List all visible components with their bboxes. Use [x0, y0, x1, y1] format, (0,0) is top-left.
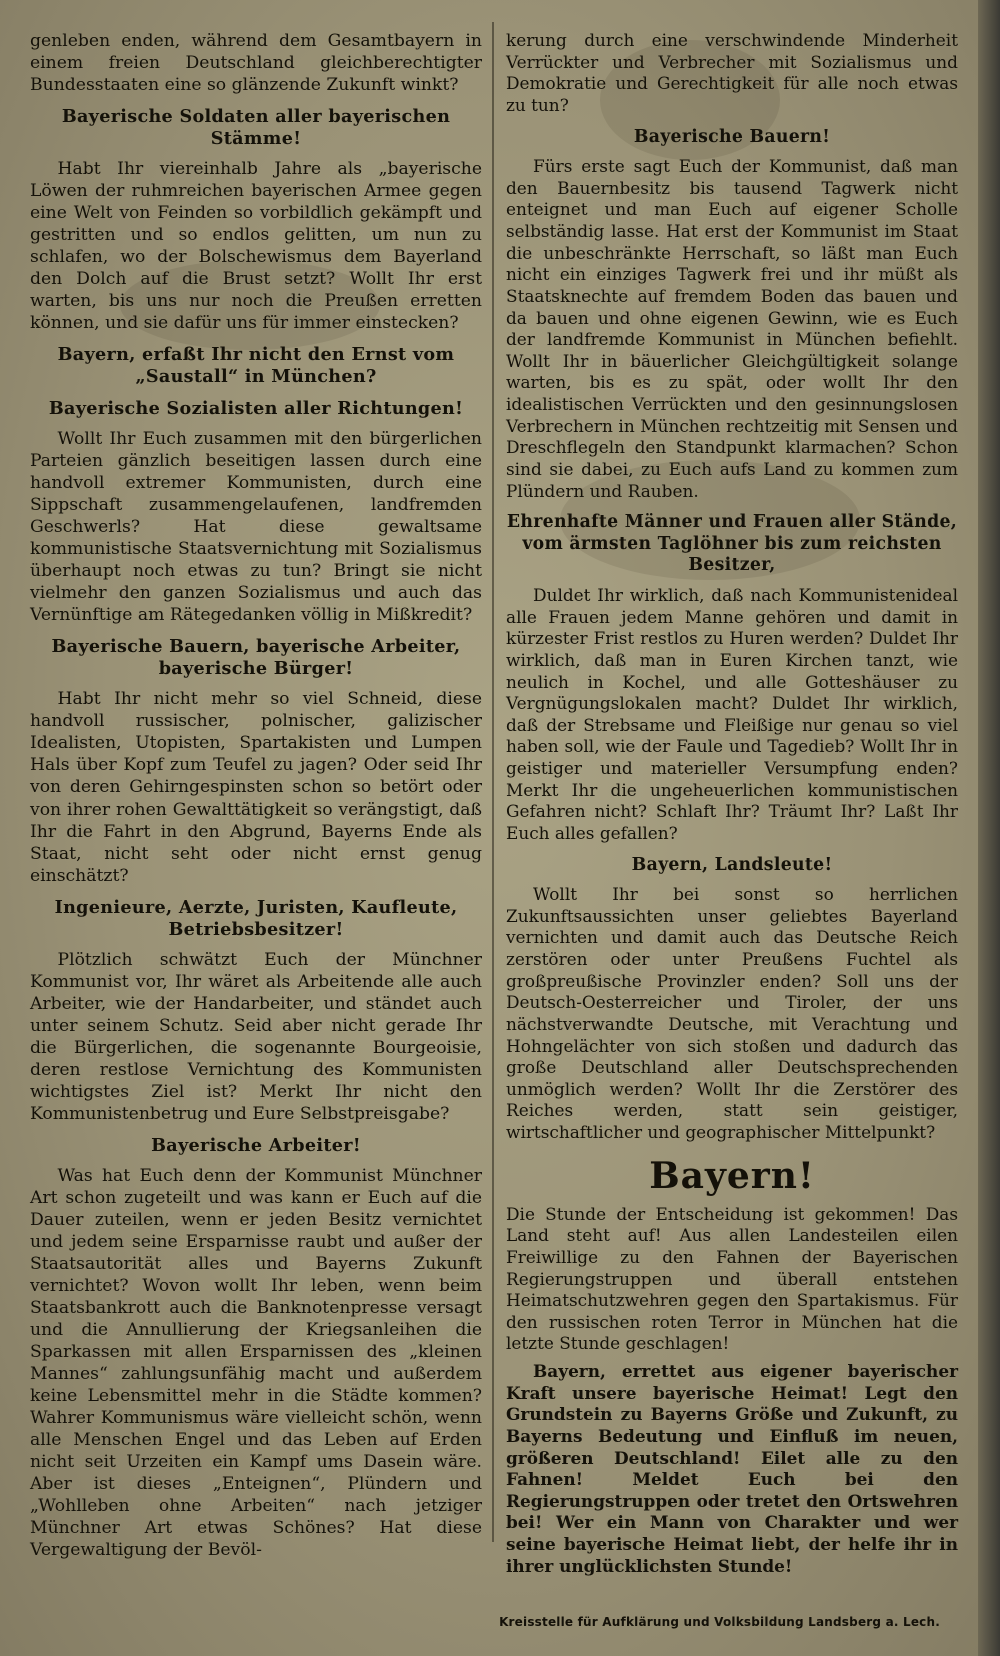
section-heading: Bayerische Sozialisten aller Richtungen!: [48, 398, 464, 420]
section-heading: Bayerische Bauern!: [633, 126, 831, 147]
closing-appeal: Bayern, errettet aus eigener bayerischer Kraft unsere bayerische Heimat! Legt den Grundstein zu Bayerns Größe und Zukunft, zu Bayerns Bedeutung und Einfluß im neuen, größeren Deutschland! Eilet alle zu den Fahnen! Meldet Euch bei den Regierungstruppen oder tretet den Ortswehren bei! Wer ein Mann von Charakter und wer seine bayerische Heimat liebt, der helfe ihr in ihrer unglücklichsten Stunde!: [506, 1361, 958, 1576]
paragraph: Wollt Ihr Euch zusammen mit den bürgerlichen Parteien gänzlich beseitigen lassen durch eine handvoll extremer Kommunisten, durch eine Sippschaft zusammengelaufenen, landfremden Geschwerls? Hat diese gewaltsame kommunistische Staatsvernichtung mit Sozialismus überhaupt noch etwas zu tun? Bringt sie nicht vielmehr den ganzen Sozialismus und auch das Vernünftige am Rätegedanken völlig in Mißkredit?: [30, 429, 482, 626]
imprint-footer: Kreisstelle für Aufklärung und Volksbildung Landsberg a. Lech.: [499, 1615, 940, 1629]
section-heading: Bayerische Bauern, bayerische Arbeiter, bayerische Bürger!: [51, 636, 461, 680]
paragraph: genleben enden, während dem Gesamtbayern in einem freien Deutschland gleichberechtigter Bundesstaaten eine so glänzende Zukunft winkt?: [30, 31, 482, 96]
main-heading: Bayern!: [649, 1154, 815, 1197]
section-heading: Bayern, Landsleute!: [631, 854, 833, 875]
left-column: [30, 30, 482, 1567]
section-heading: Ingenieure, Aerzte, Juristen, Kaufleute, Betriebsbesitzer!: [54, 896, 458, 940]
paragraph: Die Stunde der Entscheidung ist gekommen! Das Land steht auf! Aus allen Landesteilen eilen Freiwillige zu den Fahnen der Bayerischen Regierungstruppen und überall entstehen Heimatschutzwehren gegen den Spartakismus. Für den russischen roten Terror in München hat die letzte Stunde geschlagen!: [506, 1203, 958, 1354]
page-edge: [978, 0, 1000, 1656]
paragraph: Plötzlich schwätzt Euch der Münchner Kommunist vor, Ihr wäret als Arbeitende alle auch Arbeiter, wie der Handarbeiter, und ständet auch unter seinem Schutz. Seid aber nicht gerade Ihr die Bürgerlichen, die sogenannte Bourgeoisie, deren restlose Vernichtung des Kommunisten wichtigstes Ziel ist? Merkt Ihr nicht den Kommunistenbetrug und Eure Selbstpreisgabe?: [30, 949, 482, 1124]
section-heading: Ehrenhafte Männer und Frauen aller Stände, vom ärmsten Taglöhner bis zum reichsten Besitzer,: [506, 512, 958, 576]
paragraph: kerung durch eine verschwindende Minderheit Verrückter und Verbrecher mit Sozialismus und Demokratie und Gerechtigkeit für alle noch etwas zu tun?: [506, 30, 958, 115]
section-heading: Bayerische Soldaten aller bayerischen Stämme!: [61, 106, 451, 150]
section-heading: Bayerische Arbeiter!: [151, 1134, 361, 1156]
paragraph: Habt Ihr viereinhalb Jahre als „bayerische Löwen der ruhmreichen bayerischen Armee gegen eine Welt von Feinden so vorbildlich gekämpft und gestritten und so endlos gelitten, um nun zu schlafen, wo der Bolschewismus dem Bayerland den Dolch auf die Brust setzt? Wollt Ihr erst warten, bis uns nur noch die Preußen erretten können, und sie dafür uns für immer einstecken?: [30, 159, 482, 334]
paragraph: Was hat Euch denn der Kommunist Münchner Art schon zugeteilt und was kann er Euch auf die Dauer zuteilen, wenn er jeden Besitz vernichtet und jedem seine Ersparnisse raubt und außer der Staatsautorität alles und Bayerns Zukunft vernichtet? Wovon wollt Ihr leben, wenn beim Staatsbankrott auch die Banknotenpresse versagt und die Annullierung der Kriegsanleihen die Sparkassen mit allen Ersparnissen des „kleinen Mannes“ zahlungsunfähig macht und außerdem keine Lebensmittel mehr in die Städte kommen? Wahrer Kommunismus wäre vielleicht schön, wenn alle Menschen Engel und das Leben auf Erden nicht seit Urzeiten ein Kampf ums Dasein wäre. Aber ist dieses „Enteignen“, Plündern und „Wohlleben ohne Arbeiten“ nach jetziger Münchner Art etwas Schönes? Hat diese Vergewaltigung der Bevöl-: [30, 1165, 482, 1560]
paragraph: Fürs erste sagt Euch der Kommunist, daß man den Bauernbesitz bis tausend Tagwerk nicht enteignet und man Euch auf eigener Scholle selbständig lasse. Hat erst der Kommunist im Staat die unbeschränkte Herrschaft, so läßt man Euch nicht ein einziges Tagwerk frei und ihr müßt als Staatsknechte auf fremdem Boden das bauen und da bauen und ohne eigenen Gewinn, wie es Euch der landfremde Kommunist in München befiehlt. Wollt Ihr in bäuerlicher Gleichgültigkeit solange warten, bis es zu spät, oder wollt Ihr den idealistischen Verrückten und den gesinnungslosen Verbrechern in München rechtzeitig mit Sensen und Dreschflegeln den Standpunkt klarmachen? Schon sind sie dabei, zu Euch aufs Land zu kommen zum Plündern und Rauben.: [506, 156, 958, 501]
section-heading: Bayern, erfaßt Ihr nicht den Ernst vom „Saustall“ in München?: [57, 344, 455, 388]
column-divider: [492, 22, 494, 1542]
right-column: [506, 30, 958, 1583]
paragraph: Wollt Ihr bei sonst so herrlichen Zukunftsaussichten unser geliebtes Bayerland vernichten und damit auch das Deutsche Reich zerstören oder unter Preußens Fuchtel als großpreußische Provinzler enden? Soll uns der Deutsch-Oesterreicher und Tiroler, der uns nächstverwandte Deutsche, mit Verachtung und Hohngelächter von sich stoßen und dadurch das große Deutschland aller Deutschsprechenden unmöglich werden? Wollt Ihr die Zerstörer des Reiches werden, statt sein geistiger, wirtschaftlicher und geographischer Mittelpunkt?: [506, 884, 958, 1142]
paragraph: Habt Ihr nicht mehr so viel Schneid, diese handvoll russischer, polnischer, galizischer Idealisten, Utopisten, Spartakisten und Lumpen Hals über Kopf zum Teufel zu jagen? Oder seid Ihr von deren Gehirngespinsten schon so betört oder von ihrer rohen Gewalttätigkeit so verängstigt, daß Ihr die Fahrt in den Abgrund, Bayerns Ende als Staat, nicht seht oder nicht ernst genug einschätzt?: [30, 689, 482, 886]
paragraph: Duldet Ihr wirklich, daß nach Kommunistenideal alle Frauen jedem Manne gehören und damit in kürzester Frist restlos zu Huren werden? Duldet Ihr wirklich, daß man in Euren Kirchen tanzt, wie neulich in Kochel, und alle Gotteshäuser zu Vergnügungslokalen macht? Duldet Ihr wirklich, daß der Strebsame und Fleißige nur genau so viel haben soll, wie der Faule und Tagedieb? Wollt Ihr in geistiger und materieller Versumpfung enden? Merkt Ihr die ungeheuerlichen kommunistischen Gefahren nicht? Schlaft Ihr? Träumt Ihr? Laßt Ihr Euch alles gefallen?: [506, 585, 958, 843]
